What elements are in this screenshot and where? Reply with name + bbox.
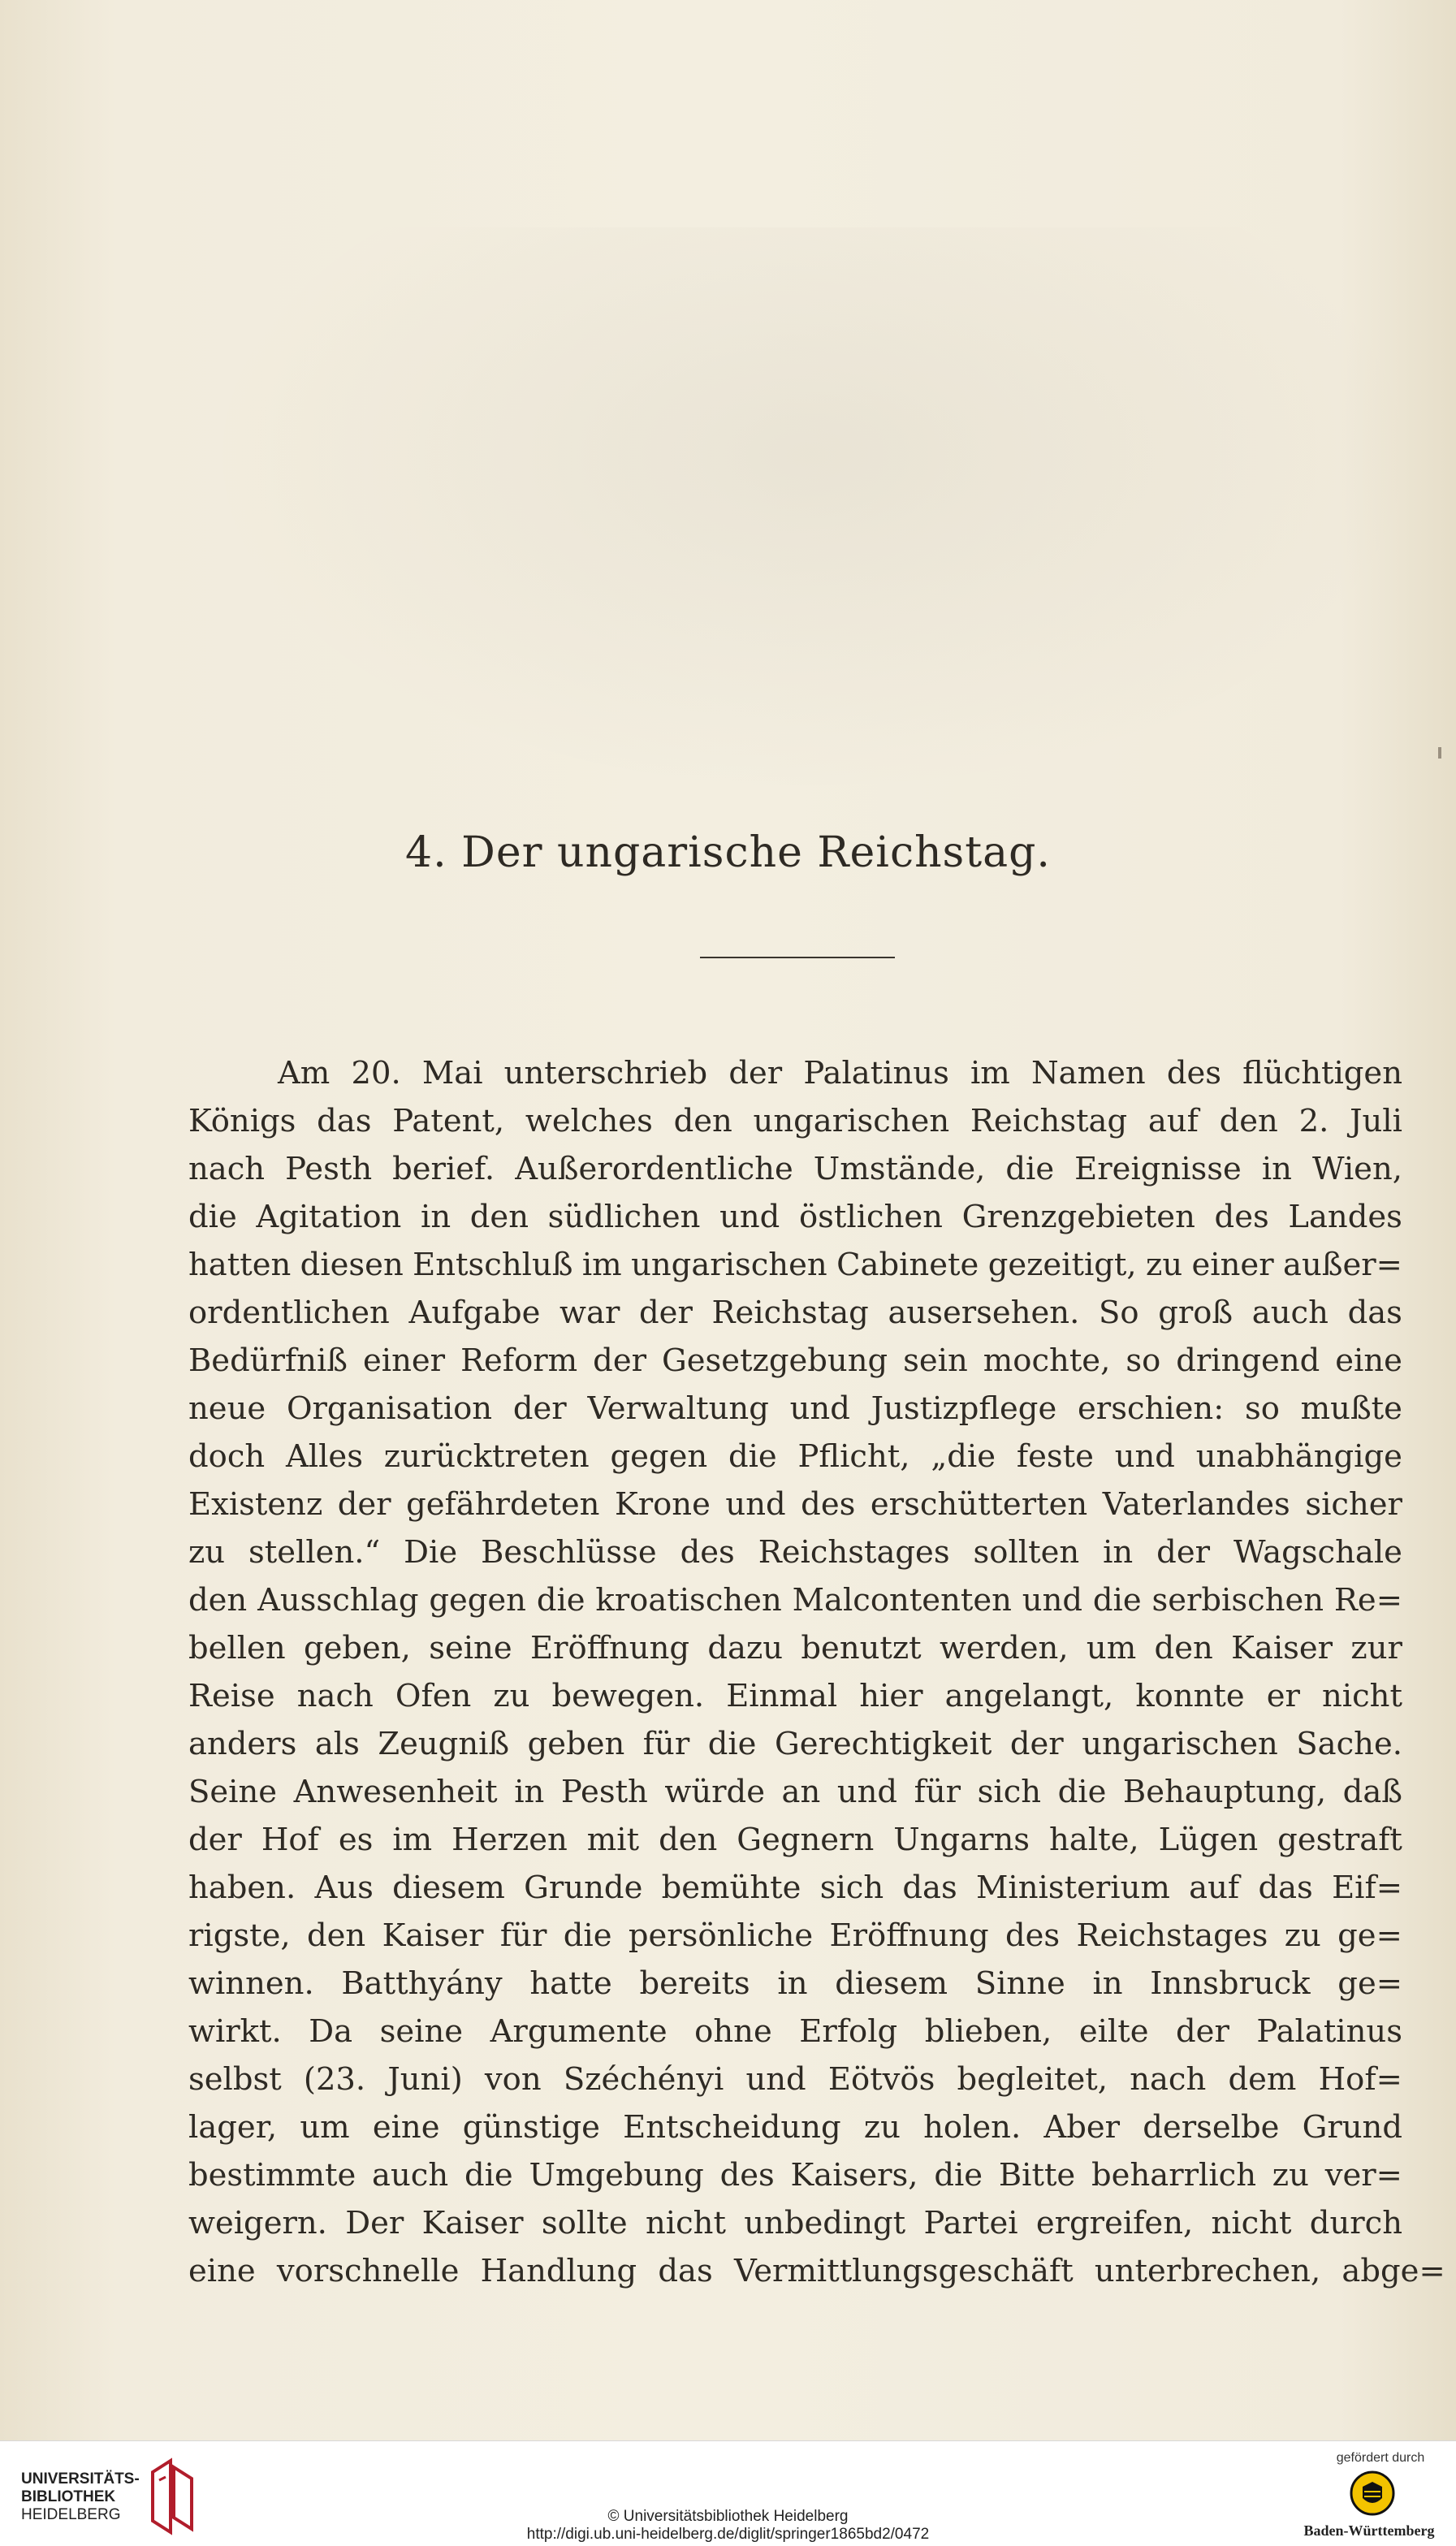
- library-city: HEIDELBERG: [21, 2506, 121, 2523]
- baden-wuerttemberg-crest-icon: [1348, 2469, 1397, 2518]
- text-line: neue Organisation der Verwaltung und Justizpflege erschien: so mußte: [188, 1390, 1402, 1427]
- text-line: selbst (23. Juni) von Széchényi und Eötvös begleitet, nach dem Hof=: [188, 2061, 1402, 2098]
- footer-bar: [0, 2440, 1456, 2546]
- text-line: bellen geben, seine Eröffnung dazu benutzt werden, um den Kaiser zur: [188, 1630, 1402, 1666]
- text-line: Reise nach Ofen zu bewegen. Einmal hier angelangt, konnte er nicht: [188, 1678, 1402, 1714]
- text-line: Am 20. Mai unterschrieb der Palatinus im Namen des flüchtigen: [278, 1055, 1402, 1091]
- text-line: eine vorschnelle Handlung das Vermittlungsgeschäft unterbrechen, abge=: [188, 2253, 1445, 2289]
- library-name-line-2: BIBLIOTHEK: [21, 2488, 116, 2505]
- funder-name: Baden-Württemberg: [1303, 2522, 1435, 2539]
- text-line: den Ausschlag gegen die kroatischen Malcontenten und die serbischen Re=: [188, 1582, 1402, 1619]
- copyright-notice: [0, 2508, 1456, 2544]
- text-line: winnen. Batthyány hatte bereits in diesem Sinne in Innsbruck ge=: [188, 1965, 1402, 2002]
- text-line: zu stellen.“ Die Beschlüsse des Reichstages sollten in der Wagschale: [188, 1534, 1402, 1571]
- text-line: weigern. Der Kaiser sollte nicht unbedingt Partei ergreifen, nicht durch: [188, 2205, 1402, 2241]
- show-through-text: [203, 227, 1421, 796]
- text-line: bestimmte auch die Umgebung des Kaisers, die Bitte beharrlich zu ver=: [188, 2157, 1402, 2194]
- text-line: wirkt. Da seine Argumente ohne Erfolg blieben, eilte der Palatinus: [188, 2013, 1402, 2050]
- text-line: Königs das Patent, welches den ungarischen Reichstag auf den 2. Juli: [188, 1103, 1402, 1139]
- text-line: hatten diesen Entschluß im ungarischen Cabinete gezeitigt, zu einer außer=: [188, 1247, 1402, 1283]
- text-line: Bedürfniß einer Reform der Gesetzgebung sein mochte, so dringend eine: [188, 1342, 1402, 1379]
- body-text: [188, 1049, 1445, 2295]
- text-line: rigste, den Kaiser für die persönliche Eröffnung des Reichstages zu ge=: [188, 1917, 1402, 1954]
- text-line: nach Pesth berief. Außerordentliche Umstände, die Ereignisse in Wien,: [188, 1151, 1402, 1187]
- text-line: der Hof es im Herzen mit den Gegnern Ungarns halte, Lügen gestraft: [188, 1822, 1402, 1858]
- text-line: haben. Aus diesem Grunde bemühte sich das Ministerium auf das Eif=: [188, 1870, 1402, 1906]
- library-name: [21, 2470, 140, 2506]
- text-line: anders als Zeugniß geben für die Gerechtigkeit der ungarischen Sache.: [188, 1726, 1402, 1762]
- copyright-text: © Universitätsbibliothek Heidelberg: [607, 2508, 849, 2525]
- heading-rule: [700, 957, 895, 958]
- chapter-heading: 4. Der ungarische Reichstag.: [405, 828, 1051, 877]
- margin-mark: [1438, 747, 1441, 759]
- permalink[interactable]: http://digi.ub.uni-heidelberg.de/diglit/springer1865bd2/0472: [526, 2526, 930, 2543]
- text-line: doch Alles zurücktreten gegen die Pflicht, „die feste und unabhängige: [188, 1438, 1402, 1475]
- text-line: Existenz der gefährdeten Krone und des erschütterten Vaterlandes sicher: [188, 1486, 1402, 1523]
- text-line: die Agitation in den südlichen und östlichen Grenzgebieten des Landes: [188, 1199, 1402, 1235]
- text-line: ordentlichen Aufgabe war der Reichstag ausersehen. So groß auch das: [188, 1295, 1402, 1331]
- library-name-line-1: UNIVERSITÄTS-: [21, 2470, 140, 2488]
- funded-by-label: gefördert durch: [1336, 2451, 1425, 2465]
- text-line: lager, um eine günstige Entscheidung zu holen. Aber derselbe Grund: [188, 2109, 1402, 2146]
- text-line: Seine Anwesenheit in Pesth würde an und für sich die Behauptung, daß: [188, 1774, 1402, 1810]
